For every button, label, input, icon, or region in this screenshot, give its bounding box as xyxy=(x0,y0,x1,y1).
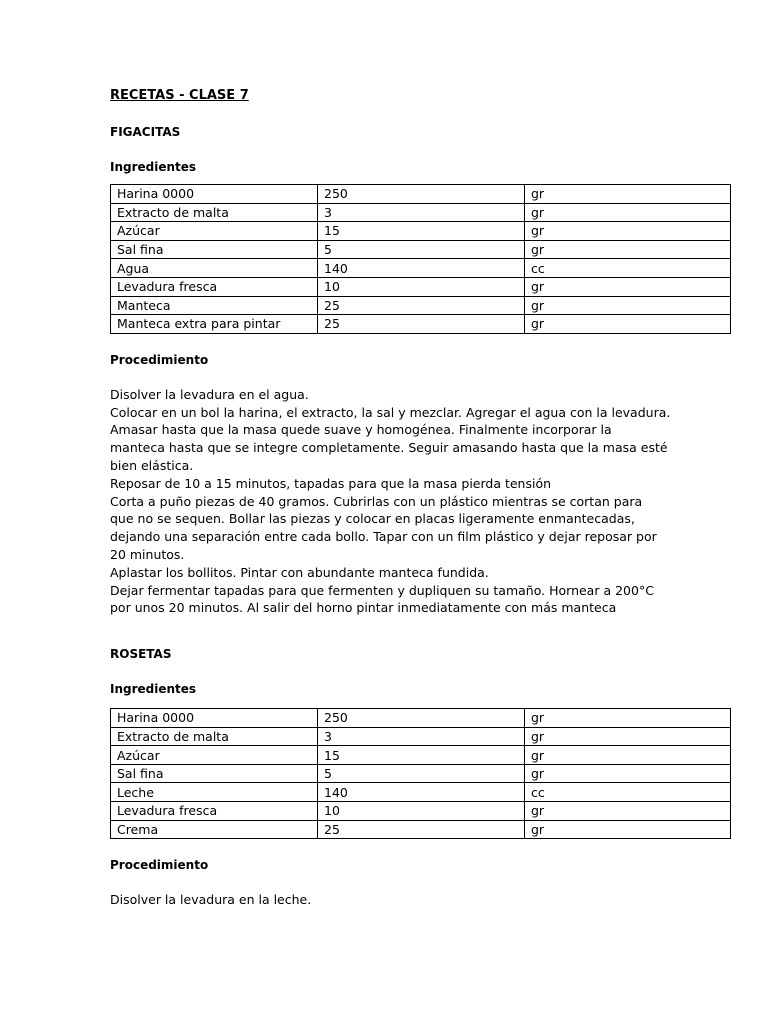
ingredient-unit-cell: gr xyxy=(525,296,731,315)
ingredient-name-cell: Agua xyxy=(111,259,318,278)
ingredient-name-cell: Harina 0000 xyxy=(111,709,318,728)
ingredient-name-cell: Sal fina xyxy=(111,240,318,259)
ingredient-unit-cell: gr xyxy=(525,277,731,296)
document-page xyxy=(110,86,731,909)
table-row xyxy=(111,764,731,783)
ingredient-amount-cell: 25 xyxy=(318,820,525,839)
ingredient-amount-cell: 250 xyxy=(318,185,525,204)
ingredient-amount-cell: 140 xyxy=(318,783,525,802)
ingredient-unit-cell: cc xyxy=(525,259,731,278)
ingredient-unit-cell: gr xyxy=(525,764,731,783)
ingredient-amount-cell: 250 xyxy=(318,709,525,728)
table-row xyxy=(111,259,731,278)
ingredient-amount-cell: 5 xyxy=(318,240,525,259)
ingredient-unit-cell: gr xyxy=(525,185,731,204)
ingredient-name-cell: Levadura fresca xyxy=(111,277,318,296)
procedure-line: Disolver la levadura en la leche. xyxy=(110,892,312,908)
procedure-line: Corta a puño piezas de 40 gramos. Cubrirlas con un plástico mientras se cortan para xyxy=(110,493,643,509)
procedure-line: manteca hasta que se integre completamente. Seguir amasando hasta que la masa esté xyxy=(110,440,668,456)
recipe-rosetas xyxy=(110,645,731,909)
document-title: RECETAS - CLASE 7 xyxy=(110,88,249,103)
ingredient-unit-cell: gr xyxy=(525,203,731,222)
table-row xyxy=(111,315,731,334)
procedure-line: Amasar hasta que la masa quede suave y homogénea. Finalmente incorporar la xyxy=(110,422,612,438)
ingredient-name-cell: Sal fina xyxy=(111,764,318,783)
ingredient-amount-cell: 140 xyxy=(318,259,525,278)
procedure-text xyxy=(110,386,731,617)
ingredients-heading: Ingredientes xyxy=(110,160,197,174)
table-row xyxy=(111,296,731,315)
procedure-line: Disolver la levadura en el agua. xyxy=(110,386,309,402)
table-row xyxy=(111,820,731,839)
ingredient-name-cell: Crema xyxy=(111,820,318,839)
procedure-line: que no se sequen. Bollar las piezas y colocar en placas ligeramente enmantecadas, xyxy=(110,511,635,527)
ingredients-heading: Ingredientes xyxy=(110,682,197,697)
table-row xyxy=(111,240,731,259)
ingredient-name-cell: Extracto de malta xyxy=(111,727,318,746)
recipe-figacitas xyxy=(110,123,731,617)
procedure-line: por unos 20 minutos. Al salir del horno pintar inmediatamente con más manteca xyxy=(110,600,617,616)
table-row xyxy=(111,185,731,204)
ingredients-table xyxy=(110,708,731,839)
table-row xyxy=(111,203,731,222)
procedure-line: Dejar fermentar tapadas para que fermenten y dupliquen su tamaño. Hornear a 200°C xyxy=(110,582,654,598)
ingredient-name-cell: Azúcar xyxy=(111,746,318,765)
ingredient-unit-cell: gr xyxy=(525,709,731,728)
procedure-heading: Procedimiento xyxy=(110,858,209,873)
ingredient-unit-cell: gr xyxy=(525,315,731,334)
table-row xyxy=(111,727,731,746)
ingredient-amount-cell: 15 xyxy=(318,222,525,241)
ingredient-name-cell: Manteca extra para pintar xyxy=(111,315,318,334)
ingredient-amount-cell: 15 xyxy=(318,746,525,765)
ingredient-amount-cell: 10 xyxy=(318,277,525,296)
recipe-title: ROSETAS xyxy=(110,647,172,662)
ingredient-amount-cell: 10 xyxy=(318,802,525,821)
ingredient-unit-cell: gr xyxy=(525,820,731,839)
procedure-text xyxy=(110,891,731,909)
procedure-line: 20 minutos. xyxy=(110,546,185,562)
procedure-line: Colocar en un bol la harina, el extracto, la sal y mezclar. Agregar el agua con la levadura. xyxy=(110,404,671,420)
ingredient-unit-cell: gr xyxy=(525,727,731,746)
ingredient-amount-cell: 3 xyxy=(318,203,525,222)
procedure-line: bien elástica. xyxy=(110,457,194,473)
table-row xyxy=(111,746,731,765)
ingredient-name-cell: Harina 0000 xyxy=(111,185,318,204)
ingredient-unit-cell: gr xyxy=(525,240,731,259)
ingredient-name-cell: Extracto de malta xyxy=(111,203,318,222)
procedure-heading: Procedimiento xyxy=(110,352,209,367)
ingredient-name-cell: Leche xyxy=(111,783,318,802)
ingredient-amount-cell: 25 xyxy=(318,315,525,334)
table-row xyxy=(111,783,731,802)
procedure-line: dejando una separación entre cada bollo. Tapar con un film plástico y dejar reposar por xyxy=(110,529,657,545)
ingredient-name-cell: Manteca xyxy=(111,296,318,315)
table-row xyxy=(111,222,731,241)
ingredient-name-cell: Azúcar xyxy=(111,222,318,241)
table-row xyxy=(111,709,731,728)
ingredient-unit-cell: gr xyxy=(525,746,731,765)
procedure-line: Aplastar los bollitos. Pintar con abundante manteca fundida. xyxy=(110,564,489,580)
ingredient-amount-cell: 25 xyxy=(318,296,525,315)
ingredients-table xyxy=(110,184,731,334)
ingredient-amount-cell: 5 xyxy=(318,764,525,783)
ingredient-unit-cell: cc xyxy=(525,783,731,802)
table-row xyxy=(111,277,731,296)
ingredient-unit-cell: gr xyxy=(525,222,731,241)
recipe-title: FIGACITAS xyxy=(110,125,181,139)
procedure-line: Reposar de 10 a 15 minutos, tapadas para que la masa pierda tensión xyxy=(110,475,552,491)
ingredient-name-cell: Levadura fresca xyxy=(111,802,318,821)
table-row xyxy=(111,802,731,821)
ingredient-amount-cell: 3 xyxy=(318,727,525,746)
ingredient-unit-cell: gr xyxy=(525,802,731,821)
